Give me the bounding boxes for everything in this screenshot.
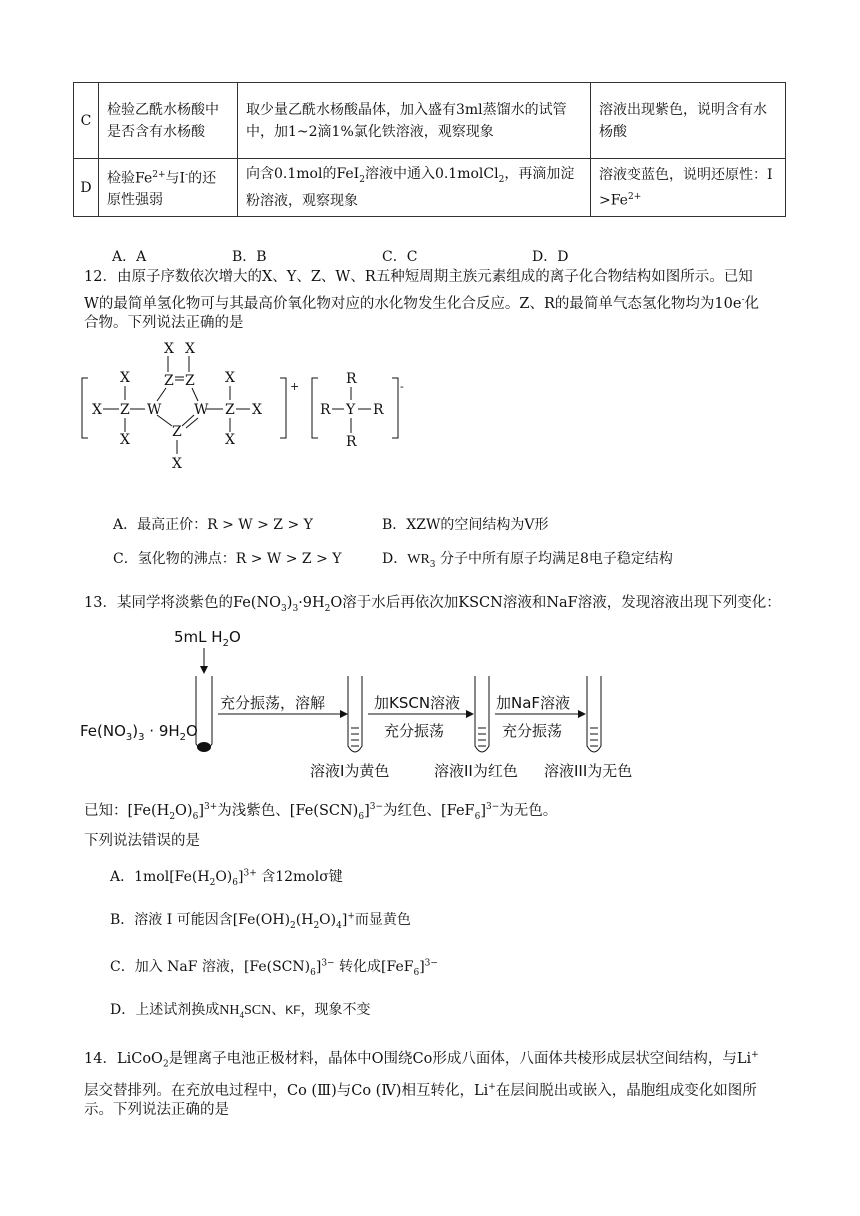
options-table (73, 82, 786, 217)
test-tube-1 (196, 676, 212, 750)
q13-choice-c: C．加入 NaF 溶液，$[Fe(SCN)_6]^{3-}$ 转化成$[FeF_6]^{3-}$ (110, 958, 438, 978)
q13-ask: 下列说法错误的是 (84, 833, 200, 849)
ionic-structure-diagram (80, 338, 420, 478)
step2-bottom-label: 充分振荡 (384, 722, 445, 740)
table-row (74, 83, 786, 159)
q13-choice-d: D．上述试剂换成$NH_4SCN$、KF，现象不变 (110, 1002, 371, 1020)
solid-crystal (197, 742, 211, 752)
reagent-label: $Fe(NO_3)_3 \cdot 9H_2O$ (80, 722, 198, 743)
row-key: C (74, 83, 99, 159)
q11-choice-b: B．B (232, 249, 267, 265)
atom-r: R (346, 371, 357, 387)
q12-choice-b: B．XZW的空间结构为V形 (382, 517, 549, 533)
atom-x: X (92, 402, 102, 418)
arrow-right-icon (466, 710, 474, 718)
atom-x: X (225, 370, 235, 386)
q12-stem-line1: 12．由原子序数依次增大的X、Y、Z、W、R五种短周期主族元素组成的离子化合物结构如图所示。已知 (84, 269, 753, 285)
atom-x: X (120, 370, 130, 386)
atom-x: X (120, 432, 130, 448)
q14-line2: 层交替排列。在充放电过程中，Co (Ⅲ)与Co (Ⅳ)相互转化，Li+在层间脱出或嵌入，晶胞组成变化如图所 (84, 1082, 757, 1099)
cation-charge: + (290, 380, 300, 393)
q13-known: 已知：$[Fe(H_2O)_6]^{3+}$为浅紫色、$[Fe(SCN)_6]^{3-}$为红色、$[FeF_6]^{3-}$为无色。 (84, 802, 558, 822)
atom-x: X (252, 402, 262, 418)
row-method: 向含0.1mol的FeI$_2$溶液中通入0.1molCl$_2$，再滴加淀粉溶液，观察现象 (238, 159, 591, 217)
step2-top-label: 加KSCN溶液 (374, 694, 461, 712)
atom-z: Z (164, 373, 174, 389)
q11-choice-d: D．D (532, 249, 569, 265)
row-key: D (74, 159, 99, 217)
solution-2-label: 溶液II为红色 (434, 762, 518, 780)
q13-choice-b: B．溶液 I 可能因含$[Fe(OH)_2(H_2O)_4]^+$而显黄色 (110, 911, 411, 931)
arrow-right-icon (578, 710, 586, 718)
test-tube-2 (348, 676, 362, 752)
row-method: 取少量乙酰水杨酸晶体，加入盛有3ml蒸馏水的试管中，加1~2滴1%氯化铁溶液，观察现象 (238, 83, 591, 159)
row-purpose: 检验$Fe^{2+}$与I-的还原性强弱 (99, 159, 238, 217)
atom-x: X (172, 456, 182, 472)
q12-choice-c: C．氢化物的沸点：R > W > Z > Y (113, 551, 342, 567)
q11-choice-c: C．C (382, 249, 418, 265)
q13-stem: 13．某同学将淡紫色的$Fe(NO_3)_3\cdot 9H_2O$溶于水后再依次加KSCN溶液和NaF溶液，发现溶液出现下列变化： (84, 595, 781, 614)
atom-z: Z (225, 402, 235, 418)
test-tube-4 (587, 676, 601, 752)
q12-stem-line3: 合物。下列说法正确的是 (84, 315, 244, 331)
q14-line1: 14．LiCoO$_2$是锂离子电池正极材料，晶体中O围绕Co形成八面体，八面体共棱形成层状空间结构，与Li+ (84, 1050, 759, 1070)
atom-y: Y (346, 402, 356, 418)
atom-r: R (373, 402, 384, 418)
q13-choice-a: A．$1mol[Fe(H_2O)_6]^{3+}$ 含12molσ键 (110, 868, 343, 888)
anion-charge: - (400, 380, 404, 393)
step3-top-label: 加NaF溶液 (496, 694, 571, 712)
solution-1-label: 溶液I为黄色 (310, 762, 390, 780)
table-row (74, 159, 786, 217)
q12-stem-line2: W的最简单氢化物可与其最高价氧化物对应的水化物发生化合反应。Z、R的最简单气态氢化物均为10e-化 (84, 295, 759, 312)
atom-z: Z (185, 373, 195, 389)
arrow-down-icon (200, 666, 208, 674)
q11-choice-a: A．A (112, 249, 147, 265)
row-purpose: 检验乙酰水杨酸中是否含有水杨酸 (99, 83, 238, 159)
row-result: 溶液变蓝色，说明还原性：I $>Fe^{2+}$ (591, 159, 786, 217)
test-tube-3 (475, 676, 489, 752)
arrow-right-icon (340, 710, 348, 718)
atom-z: Z (120, 402, 130, 418)
q12-choice-a: A．最高正价：R > W > Z > Y (113, 517, 313, 533)
atom-w: W (194, 402, 209, 418)
experiment-diagram (78, 624, 678, 784)
atom-x: X (225, 432, 235, 448)
atom-r: R (346, 434, 357, 450)
water-label: 5mL $H_2O$ (174, 628, 241, 649)
q14-line3: 示。下列说法正确的是 (84, 1102, 229, 1118)
atom-x: X (164, 341, 174, 357)
atom-w: W (147, 402, 162, 418)
atom-r: R (320, 402, 331, 418)
solution-3-label: 溶液III为无色 (544, 762, 633, 780)
q12-choice-d: D．$WR_3$ 分子中所有原子均满足8电子稳定结构 (382, 551, 673, 570)
row-result: 溶液出现紫色，说明含有水杨酸 (591, 83, 786, 159)
atom-x: X (185, 341, 195, 357)
step3-bottom-label: 充分振荡 (502, 722, 563, 740)
step1-label: 充分振荡，溶解 (220, 694, 326, 712)
atom-z: Z (172, 424, 182, 440)
